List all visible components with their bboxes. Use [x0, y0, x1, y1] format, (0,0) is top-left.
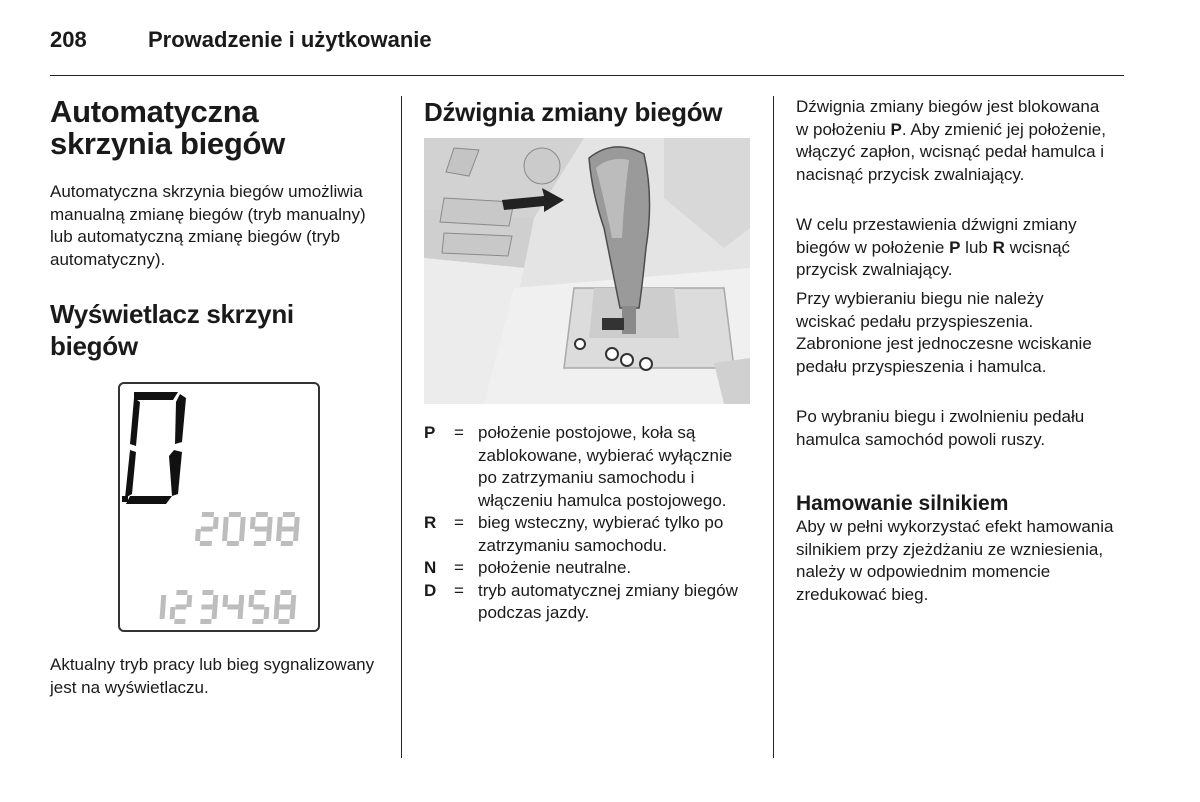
running-head: Prowadzenie i użytkowanie	[148, 27, 432, 52]
display-segment	[227, 541, 239, 546]
gear-description: położenie neutralne.	[478, 558, 632, 577]
display-segment	[200, 619, 211, 624]
gear-description: tryb automatycznej zmiany biegów podczas jazdy.	[478, 580, 738, 622]
gear-indicator-digit	[122, 392, 186, 504]
display-segment	[176, 590, 187, 595]
page-number: 208	[50, 27, 87, 52]
paragraph-creep: Po wybraniu biegu i zwolnieniu pedału hamulca samochód powoli ruszy.	[796, 407, 1085, 449]
display-segment	[240, 517, 246, 529]
gear-letter: N	[424, 558, 437, 577]
display-segment	[160, 595, 166, 607]
display-segment	[290, 607, 296, 619]
gear-item-r	[424, 512, 754, 557]
gear-letter: P	[424, 423, 436, 442]
display-segment	[276, 529, 282, 541]
display-segment	[294, 517, 300, 529]
display-segment	[229, 512, 241, 517]
lever-heading: Dźwignia zmiany biegów	[424, 97, 723, 127]
display-heading: Wyświetlacz skrzyni biegów	[50, 299, 294, 361]
gear-letter: D	[424, 580, 437, 600]
display-segment	[256, 512, 268, 517]
display-segment	[290, 595, 296, 607]
display-segment	[277, 517, 283, 529]
display-segment	[293, 529, 299, 541]
display-segment	[212, 607, 218, 619]
display-segment	[160, 607, 166, 619]
gear-equals: =	[454, 513, 464, 532]
display-segment	[227, 605, 238, 610]
display-segment	[238, 595, 244, 607]
display-segment	[254, 590, 265, 595]
display-segments	[120, 384, 318, 630]
gear-description: położenie postojowe, koła są zablokowane, wybierać wyłącznie po zatrzymaniu samochodu i włączeniu hamulca postojowego.	[478, 423, 733, 510]
header-rule	[50, 75, 1124, 76]
trip-digits	[195, 512, 300, 546]
gear-item-n	[424, 557, 754, 580]
display-segment	[254, 541, 266, 546]
gear-lever-figure	[424, 138, 750, 404]
gear-item-p	[424, 422, 754, 512]
display-segment	[278, 619, 289, 624]
display-segment	[239, 529, 245, 541]
gear-description: bieg wsteczny, wybierać tylko po zatrzymaniu samochodu.	[478, 513, 724, 555]
display-segment	[283, 512, 295, 517]
engine-braking-heading: Hamowanie silnikiem	[796, 492, 1009, 515]
display-segment	[175, 605, 186, 610]
paragraph-lock: Dźwignia zmiany biegów jest blokowana w położeniu P. Aby zmienić jej położenie, włączyć zapłon, wcisnąć pedał hamulca i nacisnąć przycisk zwalniający.	[796, 97, 1106, 184]
display-segment	[201, 605, 212, 610]
section-title: Automatyczna skrzynia biegów	[50, 94, 285, 161]
display-segment	[238, 607, 244, 619]
display-segment	[274, 607, 280, 619]
gear-positions-list	[424, 422, 754, 625]
display-segment	[250, 517, 256, 529]
display-segment	[202, 512, 214, 517]
display-segment	[186, 595, 192, 607]
display-segment	[248, 595, 254, 607]
gear-equals: =	[454, 558, 464, 577]
column-divider-2	[773, 96, 774, 758]
paragraph-engine-braking: Aby w pełni wykorzystać efekt hamowania silnikiem przy zjeżdżaniu ze wzniesienia, należy w odpowiednim momencie zredukować bieg.	[796, 517, 1114, 604]
display-segment	[266, 529, 272, 541]
display-segment	[281, 541, 293, 546]
display-segment	[222, 529, 228, 541]
gear-item-d	[424, 580, 754, 625]
display-segment	[200, 541, 212, 546]
display-segment	[280, 590, 291, 595]
display-segment	[267, 517, 273, 529]
intro-paragraph: Automatyczna skrzynia biegów umożliwia manualną zmianę biegów (tryb manualny) lub automatyczną zmianę biegów (tryb automatyczny).	[50, 182, 366, 269]
display-segment	[201, 527, 213, 532]
paragraph-release: W celu przestawienia dźwigni zmiany biegów w położenie P lub R wcisnąć przycisk zwalniający.	[796, 215, 1077, 279]
display-segment	[170, 607, 176, 619]
display-segment	[223, 517, 229, 529]
display-segment	[282, 527, 294, 532]
column-divider-1	[401, 96, 402, 758]
gear-lever-illustration	[424, 138, 750, 404]
display-segment	[213, 517, 219, 529]
display-segment	[202, 590, 213, 595]
paragraph-accelerator: Przy wybieraniu biegu nie należy wciskać pedału przyspieszenia. Zabronione jest jednoczesne wciskanie pedału przyspieszenia i hamulca.	[796, 289, 1092, 376]
display-segment	[222, 595, 228, 607]
display-segment	[279, 605, 290, 610]
gear-letter: R	[424, 513, 437, 532]
gear-equals: =	[454, 423, 464, 442]
display-segment	[174, 619, 185, 624]
display-segment	[264, 607, 270, 619]
display-segment	[253, 605, 264, 610]
display-segment	[274, 595, 280, 607]
transmission-display	[118, 382, 320, 632]
display-caption: Aktualny tryb pracy lub bieg sygnalizowany jest na wyświetlaczu.	[50, 655, 375, 697]
display-segment	[212, 595, 218, 607]
odometer-digits	[160, 590, 297, 624]
display-segment	[252, 619, 263, 624]
display-segment	[255, 527, 267, 532]
display-segment	[195, 529, 201, 541]
gear-equals: =	[454, 580, 464, 600]
